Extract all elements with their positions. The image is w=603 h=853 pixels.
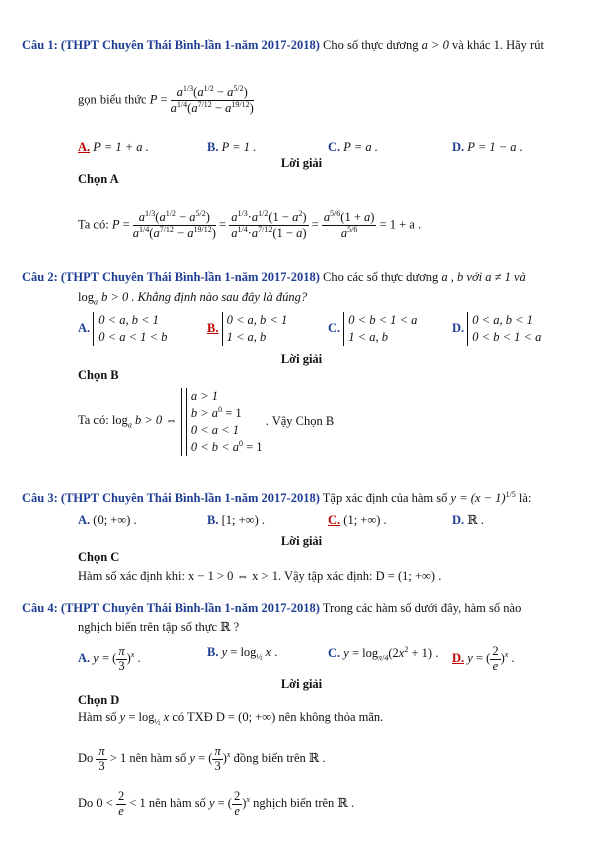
q2-opt-b[interactable]: B. 0 < a, b < 1 1 < a, b: [207, 313, 288, 344]
q1-text-c: gọn biểu thức: [78, 92, 147, 107]
q4-line2-expl: Do $\frac{\pi}{3}$ > 1 nên hàm số y = ( $\frac{\pi}{3}$ )$^x$ đồng biến trên ℝ .: [78, 744, 326, 773]
q1-derivation: Ta có: P = $\frac{a^{1/3}(a^{1/2} - a^{5/2})}{a^{1/4}(a^{7/12} - a^{19/12})}$ = $\frac{a^{1/3}\cdot a^{1/2}(1 - a^2)}{a^{1/4}\cdot a^{7/12}(1 - a)}$ = $\frac{a^{5/6}(1 + a)}{a^{5/6}}$ = 1 + a .: [78, 209, 422, 241]
q4-heading: Câu 4: (THPT Chuyên Thái Bình-lần 1-năm 2017-2018) Trong các hàm số dưới đây, hàm số nào: [22, 601, 522, 615]
q2-opt-c[interactable]: C. 0 < b < 1 < a 1 < a, b: [328, 313, 418, 344]
q2-opt-a[interactable]: A. 0 < a, b < 1 0 < a < 1 < b: [78, 313, 168, 344]
q3-opt-c[interactable]: C. (1; +∞) .: [328, 513, 387, 527]
q1-choose: Chọn A: [78, 172, 119, 186]
q1-text-a: Cho số thực dương: [323, 38, 419, 52]
q2-opt-d[interactable]: D. 0 < a, b < 1 0 < b < 1 < a: [452, 313, 542, 344]
q4-solution-heading: Lời giải: [280, 677, 323, 691]
q1-cond: a > 0: [421, 38, 449, 52]
q4-opt-c[interactable]: C. $y = \log_{\pi/4}(2x^2 + 1)$ .: [328, 645, 439, 663]
q4-opt-b[interactable]: B. $y = \log_{\frac{1}{2}} x$ .: [207, 645, 278, 662]
q1-opt-c[interactable]: C. P = a .: [328, 140, 378, 154]
q3-solution-heading: Lời giải: [280, 534, 323, 548]
q3-opt-b[interactable]: B. [1; +∞) .: [207, 513, 265, 527]
q2-heading: Câu 2: (THPT Chuyên Thái Bình-lần 1-năm 2017-2018) Cho các số thực dương a , b với a ≠ 1 và: [22, 270, 526, 284]
q4-line1: Hàm số $y = \log_{\frac{1}{2}} x$ có TXĐ D = (0; +∞) nên không thỏa mãn.: [78, 710, 384, 727]
q3-opt-d[interactable]: D. ℝ .: [452, 513, 484, 527]
q3-choose: Chọn C: [78, 550, 120, 564]
q1-opt-d[interactable]: D. P = 1 − a .: [452, 140, 523, 154]
q2-line2: $\log_a b > 0$ . Khẳng định nào sau đây là đúng?: [78, 290, 308, 307]
q1-text-b: và khác 1. Hãy rút: [451, 38, 544, 52]
q1-label: Câu 1:: [22, 38, 58, 52]
q1-heading: [22, 38, 544, 53]
q1-fraction: $\frac{a^{1/3}(a^{1/2} - a^{5/2})}{a^{1/4}(a^{7/12} - a^{19/12})}$: [170, 84, 254, 116]
q2-choose: Chọn B: [78, 368, 119, 382]
q1-opt-a[interactable]: A. P = 1 + a .: [78, 140, 149, 154]
q1-source: (THPT Chuyên Thái Bình-lần 1-năm 2017-2018): [60, 38, 320, 52]
q1-expression: gọn biểu thức P = $\frac{a^{1/3}(a^{1/2} - a^{5/2})}{a^{1/4}(a^{7/12} - a^{19/12})}$: [78, 84, 254, 116]
q3-expl: Hàm số xác định khi: x − 1 > 0 ⇔ x > 1. Vậy tập xác định: D = (1; +∞) .: [78, 569, 442, 583]
q4-line3-expl: Do 0 < $\frac{2}{e}$ < 1 nên hàm số y = ( $\frac{2}{e}$ )$^x$ nghịch biến trên ℝ .: [78, 789, 355, 818]
q2-solution-heading: Lời giải: [280, 352, 323, 366]
q2-derivation: Ta có: $\log_a b > 0$ ⇔ a > 1 $b > a^0 = 1$ 0 < a < 1 $0 < b < a^0 = 1$ . Vậy Chọn B: [78, 389, 335, 454]
q1-opt-b[interactable]: B. P = 1 .: [207, 140, 257, 154]
q3-opt-a[interactable]: A. (0; +∞) .: [78, 513, 137, 527]
q4-line2: nghịch biến trên tập số thực ℝ ?: [78, 620, 240, 634]
q3-heading: Câu 3: (THPT Chuyên Thái Bình-lần 1-năm 2017-2018) Tập xác định của hàm số $y = (x - 1)^{1/5}$ là:: [22, 490, 532, 506]
q1-solution-heading: Lời giải: [280, 156, 323, 170]
q4-choose: Chọn D: [78, 693, 120, 707]
q4-opt-d[interactable]: D. y = ( $\frac{2}{e}$ )$^x$ .: [452, 644, 515, 673]
q4-opt-a[interactable]: A. y = ( $\frac{\pi}{3}$ )$^x$ .: [78, 644, 141, 673]
